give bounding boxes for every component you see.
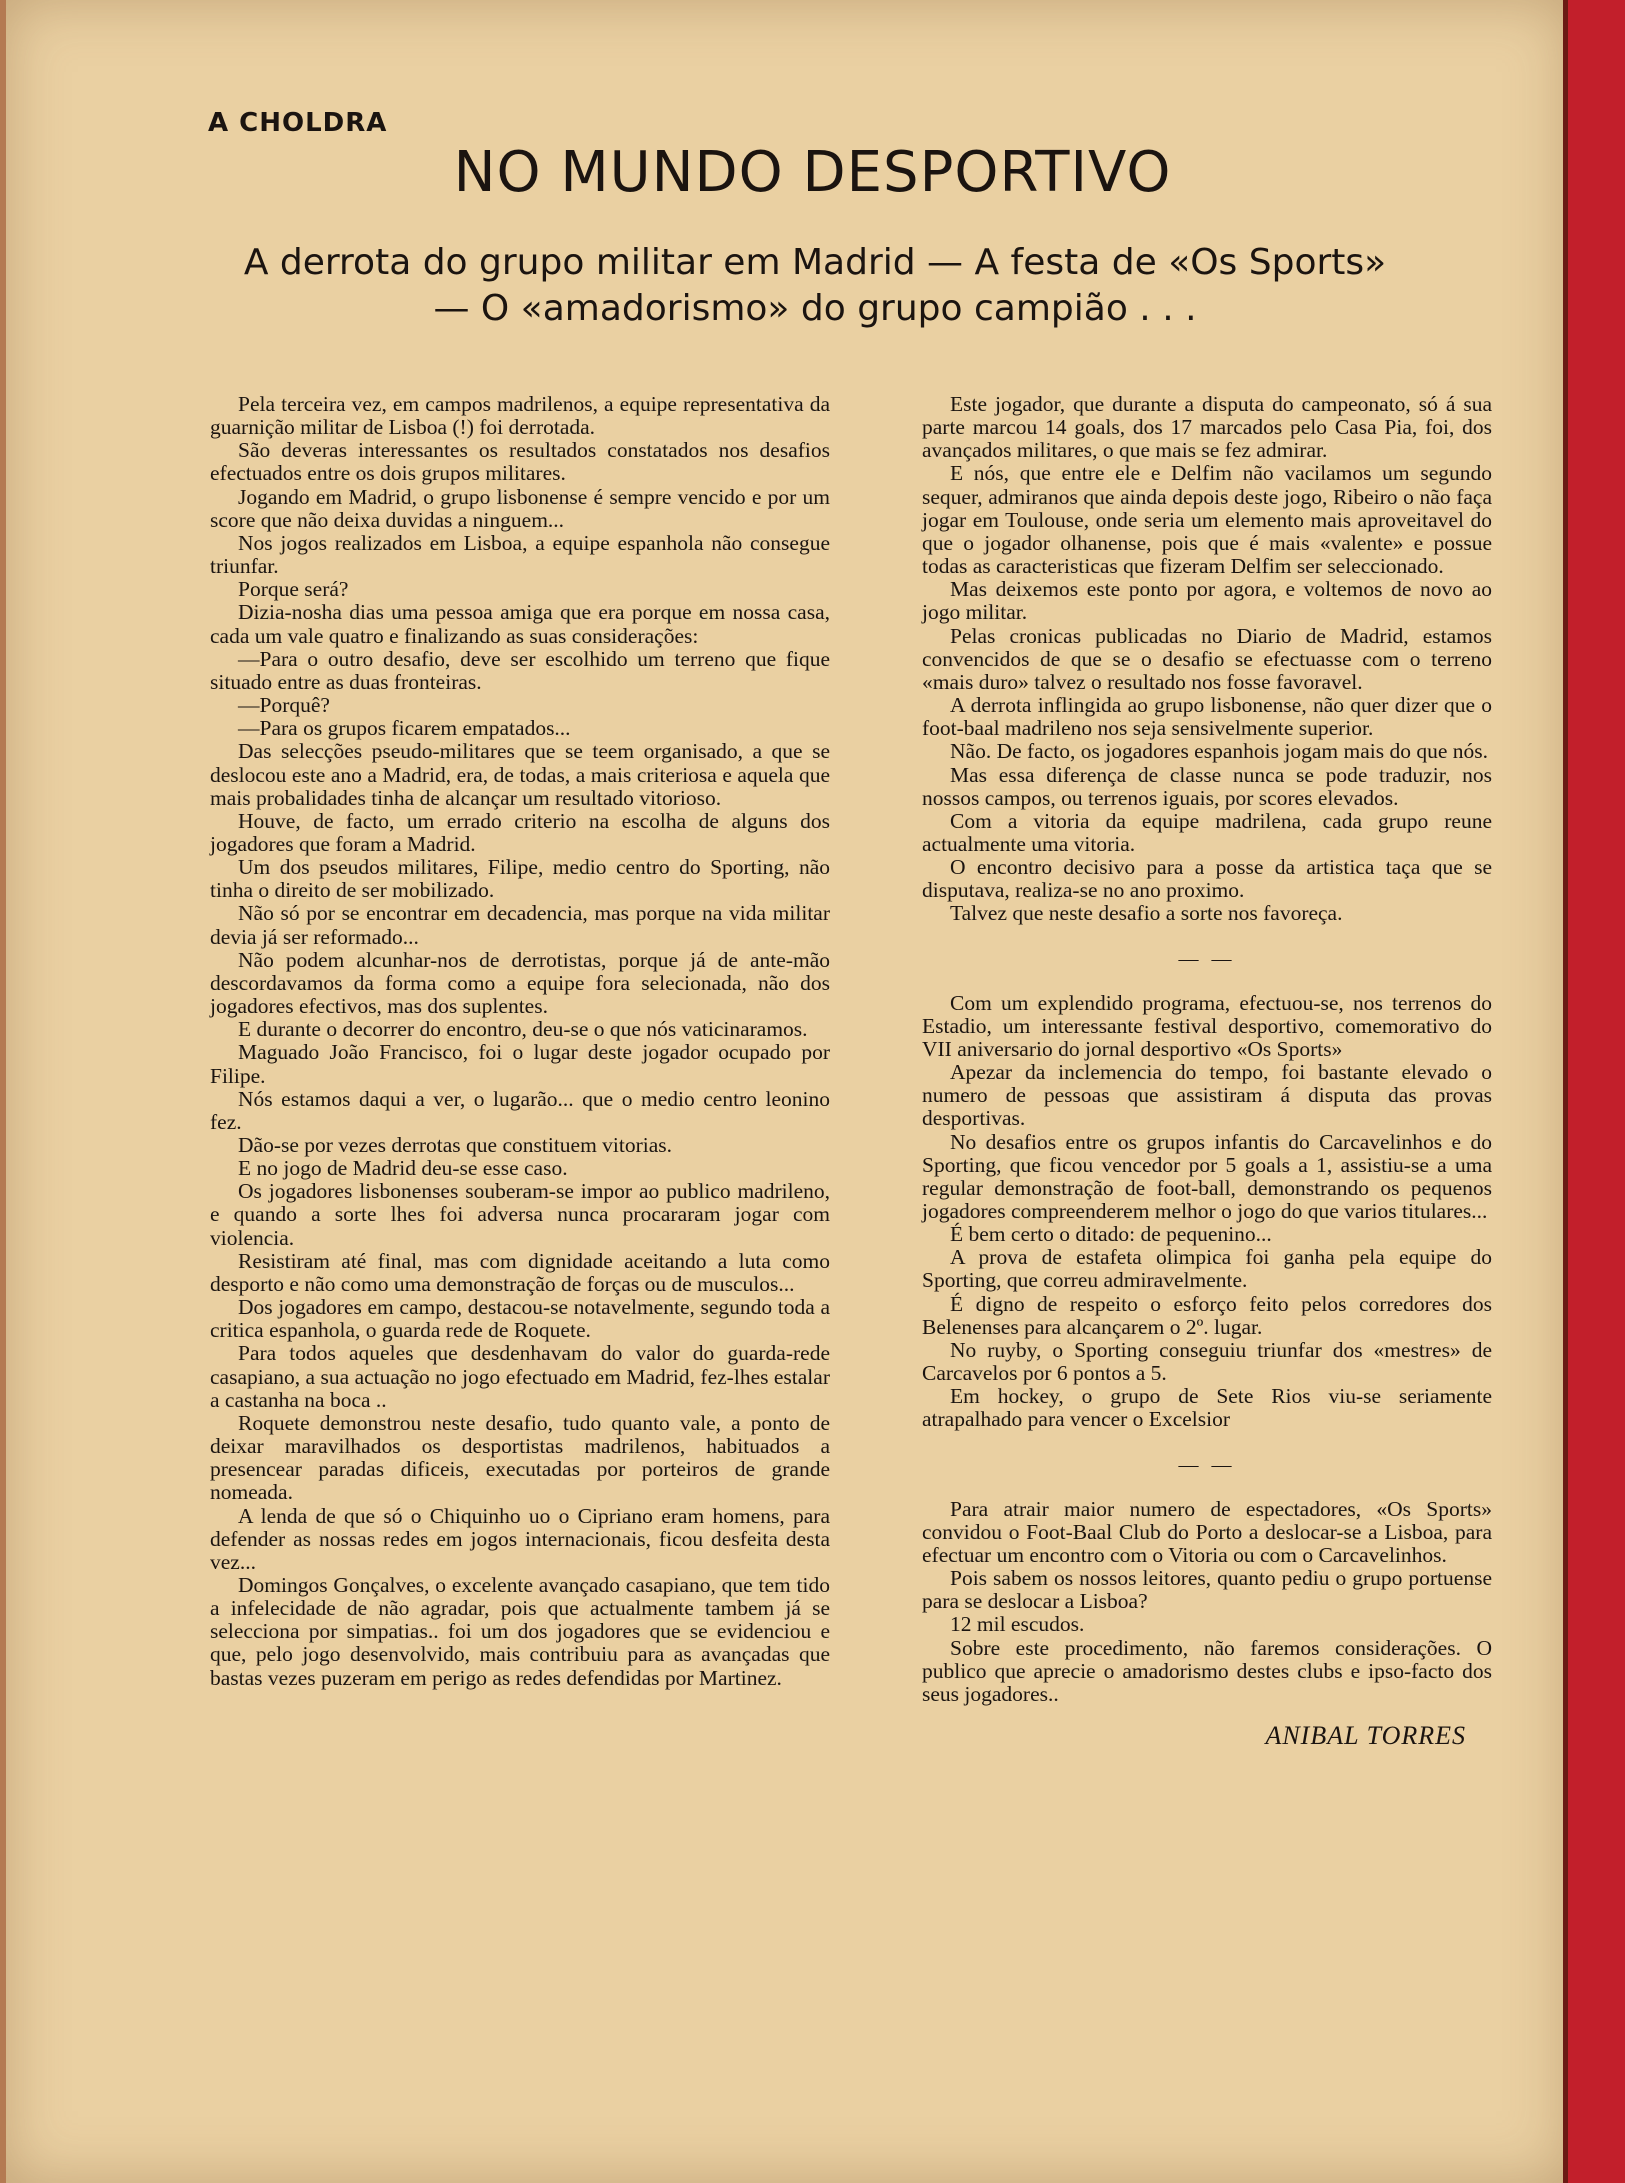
page-title: NO MUNDO DESPORTIVO [453, 140, 1172, 205]
paragraph: No desafios entre os grupos infantis do Carcavelinhos e do Sporting, que ficou vencedor por 5 goals a 1, assistiu-se a uma regular demonstração de foot-ball, demonstrando os pequenos jogadores compreenderem melhor o jogo do que varios titulares... [922, 1129, 1492, 1223]
section-separator: — — [1178, 947, 1236, 970]
publication-name: A CHOLDRA [208, 108, 388, 138]
paragraph: Não. De facto, os jogadores espanhois jogam mais do que nós. [950, 739, 1488, 764]
paragraph: É digno de respeito o esforço feito pelos corredores dos Belenenses para alcançarem o 2º. lugar. [922, 1291, 1492, 1339]
paragraph: No ruyby, o Sporting conseguiu triunfar dos «mestres» de Carcavelos por 6 pontos a 5. [922, 1337, 1492, 1386]
paragraph: —Para o outro desafio, deve ser escolhido um terreno que fique situado entre as duas fronteiras. [210, 646, 830, 694]
paragraph: Nos jogos realizados em Lisboa, a equipe espanhola não consegue triunfar. [210, 530, 830, 579]
author-signature: ANIBAL TORRES [1265, 1720, 1466, 1750]
right-column [922, 392, 1492, 1750]
paragraph: Não só por se encontrar em decadencia, mas porque na vida militar devia já ser reformado... [210, 901, 830, 949]
paragraph: A lenda de que só o Chiquinho uo o Cipriano eram homens, para defender as nossas redes em jogos internacionais, ficou desfeita desta vez... [210, 1503, 830, 1574]
paragraph: Apezar da inclemencia do tempo, foi bastante elevado o numero de pessoas que assistiram á disputa das provas desportivas. [922, 1060, 1492, 1131]
paragraph: Este jogador, que durante a disputa do campeonato, só á sua parte marcou 14 goals, dos 17 marcados pelo Casa Pia, foi, dos avançados militares, o que mais se fez admirar. [922, 392, 1492, 463]
paragraph: —Para os grupos ficarem empatados... [238, 716, 571, 741]
paragraph: Não podem alcunhar-nos de derrotistas, porque já de ante-mão descordavamos da forma como a equipe fora selecionada, não dos jogadores efectivos, mas dos suplentes. [210, 947, 830, 1019]
paragraph: Com um explendido programa, efectuou-se, nos terrenos do Estadio, um interessante festival desportivo, comemorativo do VII aniversario do jornal desportivo «Os Sports» [922, 990, 1492, 1061]
paragraph: Roquete demonstrou neste desafio, tudo quanto vale, a ponto de deixar maravilhados os desportistas madrilenos, habituados a presencear paradas dificeis, executadas por porteiros de grande nomeada. [210, 1410, 830, 1505]
paragraph: Mas deixemos este ponto por agora, e voltemos de novo ao jogo militar. [922, 577, 1492, 625]
paragraph: A derrota inflingida ao grupo lisbonense, não quer dizer que o foot-baal madrileno nos seja sensivelmente superior. [922, 693, 1492, 741]
paragraph: Com a vitoria da equipe madrilena, cada grupo reune actualmente uma vitoria. [922, 808, 1492, 856]
paragraph: É bem certo o ditado: de pequenino... [950, 1222, 1272, 1247]
paragraph: Porque será? [238, 577, 349, 602]
paragraph: Dos jogadores em campo, destacou-se notavelmente, segundo toda a critica espanhola, o guarda rede de Roquete. [210, 1295, 830, 1343]
paragraph: Os jogadores lisbonenses souberam-se impor ao publico madrileno, e quando a sorte lhes foi adversa nunca procararam jogar com violencia. [210, 1179, 830, 1250]
paragraph: E durante o decorrer do encontro, deu-se o que nós vaticinaramos. [238, 1017, 808, 1042]
paragraph: 12 mil escudos. [950, 1612, 1085, 1637]
paragraph: Para todos aqueles que desdenhavam do valor do guarda-rede casapiano, a sua actuação no jogo efectuado em Madrid, fez-lhes estalar a castanha na boca .. [210, 1341, 830, 1412]
paragraph: A prova de estafeta olimpica foi ganha pela equipe do Sporting, que correu admiravelmente. [922, 1245, 1492, 1293]
paragraph: Dão-se por vezes derrotas que constituem vitorias. [238, 1133, 673, 1157]
section-separator: — — [1178, 1453, 1236, 1476]
paragraph: Houve, de facto, um errado criterio na escolha de alguns dos jogadores que foram a Madrid. [210, 808, 830, 856]
paragraph: Resistiram até final, mas com dignidade aceitando a luta como desporto e não como uma demonstração de forças ou de musculos... [210, 1248, 830, 1296]
paragraph: Sobre este procedimento, não faremos considerações. O publico que aprecie o amadorismo destes clubs e ipso-facto dos seus jogadores.. [922, 1635, 1492, 1706]
paragraph: Pela terceira vez, em campos madrilenos, a equipe representativa da guarnição militar de Lisboa (!) foi derrotada. [210, 392, 830, 440]
paragraph: Talvez que neste desafio a sorte nos favoreça. [950, 901, 1343, 926]
right-column-section-a [922, 393, 1492, 926]
paragraph: São deveras interessantes os resultados constatados nos desafios efectuados entre os dois grupos militares. [210, 438, 830, 486]
paragraph: —Porquê? [238, 693, 330, 718]
paragraph: O encontro decisivo para a posse da artistica taça que se disputava, realiza-se no ano proximo. [922, 855, 1492, 903]
page-subtitle [150, 240, 1480, 332]
paragraph: Um dos pseudos militares, Filipe, medio centro do Sporting, não tinha o direito de ser mobilizado. [210, 855, 830, 903]
paragraph: Mas essa diferença de classe nunca se pode traduzir, nos nossos campos, ou terrenos iguais, por scores elevados. [922, 762, 1492, 810]
paragraph: Domingos Gonçalves, o excelente avançado casapiano, que tem tido a infelecidade de não agradar, pois que actualmente tambem já se selecciona por simpatias.. foi um dos jogadores que se evidenciou e que, pelo jogo desenvolvido, mais contribuiu para as avançadas que bastas vezes puzeram em perigo as redes defendidas por Martinez. [210, 1572, 830, 1690]
paragraph: Para atrair maior numero de espectadores, «Os Sports» convidou o Foot-Baal Club do Porto a deslocar-se a Lisboa, para efectuar um encontro com o Vitoria ou com o Carcavelinhos. [922, 1496, 1492, 1567]
red-cover-edge [1568, 0, 1625, 2183]
right-column-section-b [922, 992, 1492, 1432]
paragraph: Nós estamos daqui a ver, o lugarão... que o medio centro leonino fez. [210, 1086, 830, 1134]
paragraph: E no jogo de Madrid deu-se esse caso. [238, 1156, 568, 1181]
paragraph: Jogando em Madrid, o grupo lisbonense é sempre vencido e por um score que não deixa duvidas a ninguem... [210, 484, 830, 532]
right-column-section-c [922, 1498, 1492, 1706]
paragraph: E nós, que entre ele e Delfim não vacilamos um segundo sequer, admiranos que ainda depois deste jogo, Ribeiro o não faça jogar em Toulouse, onde seria um elemento mais aproveitavel do que o jogador olhanense, pois que é mais «valente» e possue todas as caracteristicas que fizeram Delfim ser seleccionado. [922, 461, 1492, 579]
subtitle-line-2: — O «amadorismo» do grupo campião . . . [433, 288, 1197, 329]
subtitle-line-1: A derrota do grupo militar em Madrid — A festa de «Os Sports» [243, 242, 1387, 283]
paragraph: Pelas cronicas publicadas no Diario de Madrid, estamos convencidos de que se o desafio se efectuasse com o terreno «mais duro» talvez o resultado nos fosse favoravel. [922, 623, 1492, 694]
paragraph: Das selecções pseudo-militares que se teem organisado, a que se deslocou este ano a Madrid, era, de todas, a mais criteriosa e aquela que mais probalidades tinha de alcançar um resultado vitorioso. [210, 739, 830, 810]
paragraph: Em hockey, o grupo de Sete Rios viu-se seriamente atrapalhado para vencer o Excelsior [922, 1384, 1492, 1432]
paragraph: Pois sabem os nossos leitores, quanto pediu o grupo portuense para se deslocar a Lisboa? [922, 1566, 1492, 1614]
paragraph: Maguado João Francisco, foi o lugar deste jogador ocupado por Filipe. [210, 1040, 830, 1088]
left-column [210, 393, 830, 1690]
paragraph: Dizia-nosha dias uma pessoa amiga que era porque em nossa casa, cada um vale quatro e finalizando as suas considerações: [210, 600, 830, 648]
